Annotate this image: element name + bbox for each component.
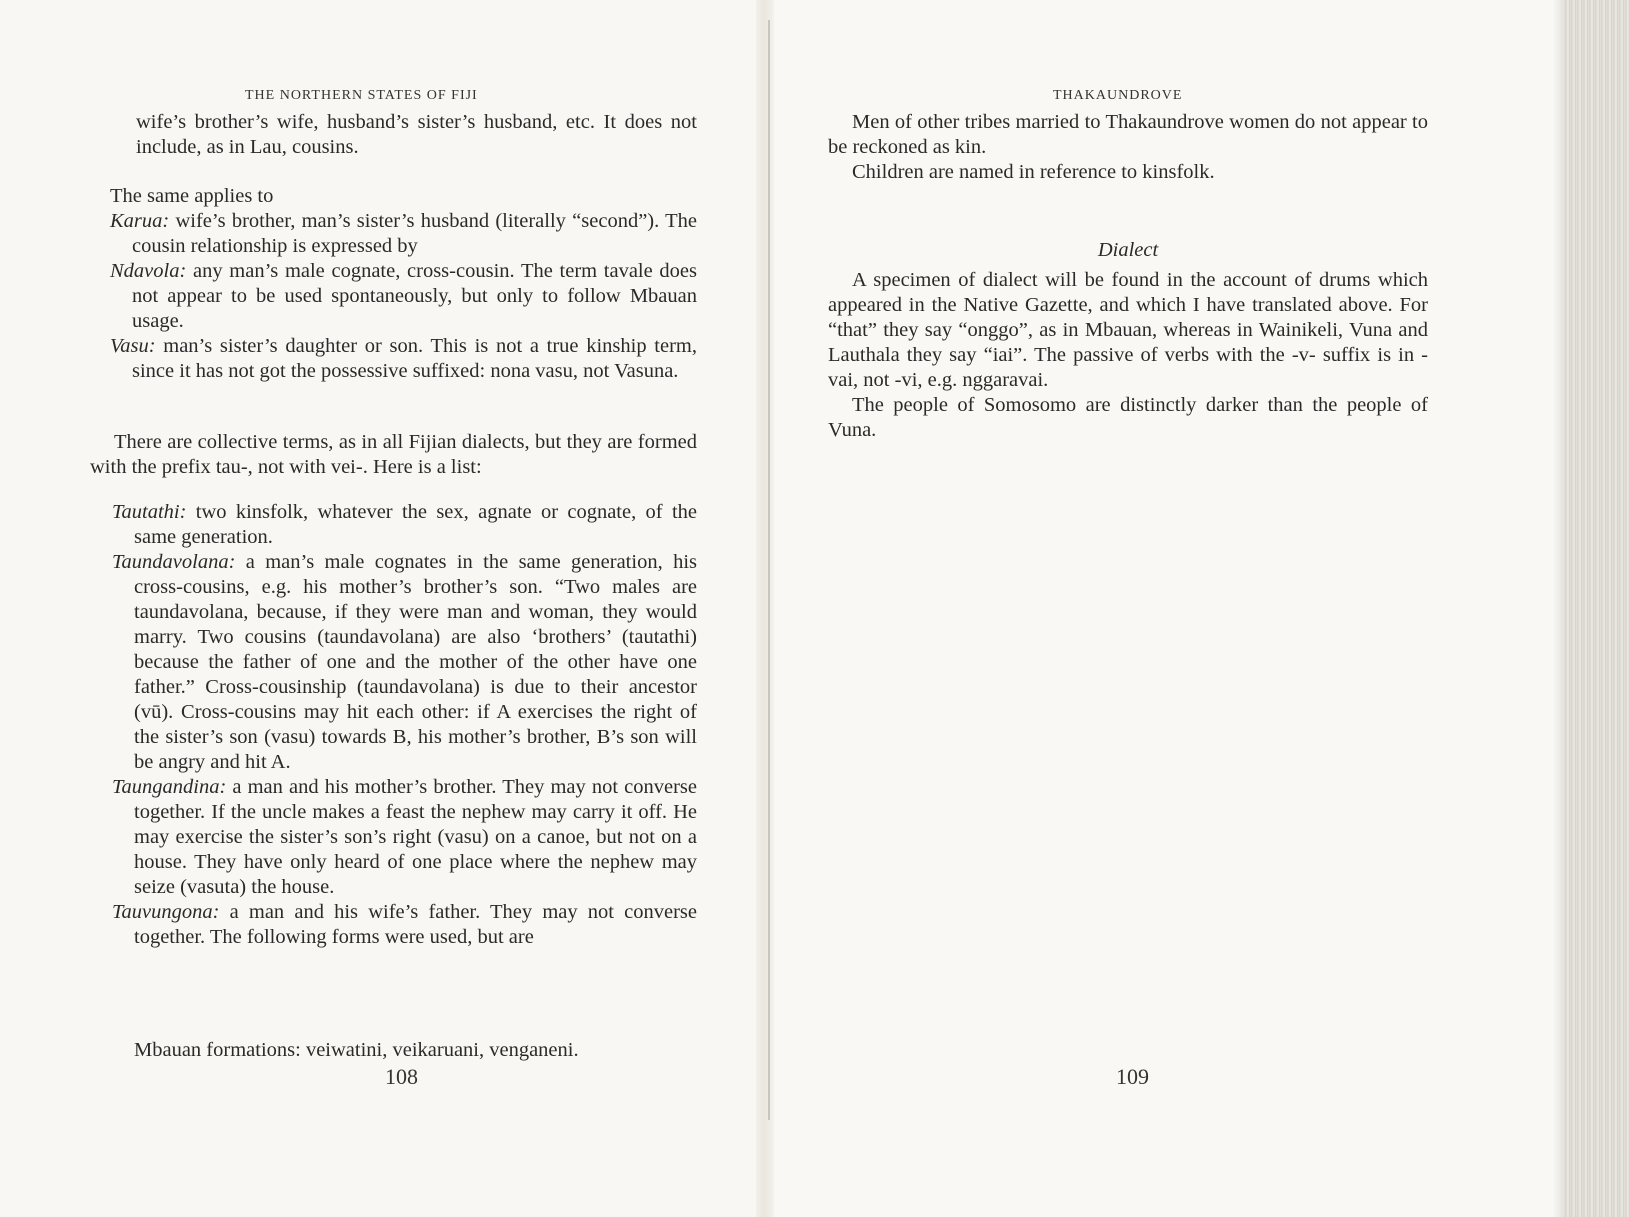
- entry-term: Taungandina:: [112, 776, 227, 798]
- collective-terms-block: [90, 430, 697, 480]
- entry-text: wife’s brother, man’s sister’s husband (literally “second”). The cousin relationship is expressed by: [132, 210, 697, 257]
- entry-ndavola: [110, 259, 697, 334]
- right-folio: 109: [1116, 1064, 1149, 1089]
- entry-term: Karua:: [110, 210, 170, 232]
- intro-lines: wife’s brother’s wife, husband’s sister’s husband, etc. It does not include, as in Lau, cousins.: [136, 111, 697, 158]
- entry-tauvungona: [112, 900, 697, 950]
- right-running-head: THAKAUNDROVE: [1053, 88, 1183, 103]
- entries-list-1: [110, 209, 697, 384]
- entry-text: man’s sister’s daughter or son. This is not a true kinship term, since it has not got the possessive suffixed: nona vasu, not Vasuna.: [132, 335, 697, 382]
- entry-taungandina: [112, 775, 697, 900]
- entry-tautathi: [112, 500, 697, 550]
- section-heading-dialect: Dialect: [1097, 239, 1159, 261]
- entry-term: Taundavolana:: [112, 551, 236, 573]
- collective-para: There are collective terms, as in all Fijian dialects, but they are formed with the prefix tau-, not with vei-. Here is a list:: [90, 431, 697, 478]
- gutter-fold-line: [768, 20, 770, 1120]
- entry-term: Tauvungona:: [112, 901, 220, 923]
- entry-term: Ndavola:: [110, 260, 187, 282]
- entry-taundavolana: [112, 550, 697, 775]
- mbauan-footnote: [134, 1038, 697, 1063]
- page-block-edge: [1564, 0, 1630, 1217]
- entry-text: any man’s male cognate, cross-cousin. The term tavale does not appear to be used spontaneously, but only to follow Mbauan usage.: [132, 260, 697, 332]
- entry-term: Vasu:: [110, 335, 156, 357]
- para-somosomo: The people of Somosomo are distinctly darker than the people of Vuna.: [828, 394, 1428, 441]
- page-edge-shadow: [1552, 0, 1564, 1217]
- entry-vasu: [110, 334, 697, 384]
- entry-text: a man and his mother’s brother. They may not converse together. If the uncle makes a feast the nephew may carry it off. He may exercise the sister’s son’s right (vasu) on a canoe, but not on a house. They have only heard of one place where the nephew may seize (vasuta) the house.: [134, 776, 697, 898]
- entries-list-2: [112, 500, 697, 950]
- entry-term: Tautathi:: [112, 501, 187, 523]
- right-page-body: [828, 110, 1428, 185]
- book-gutter: [756, 0, 774, 1217]
- left-running-head: THE NORTHERN STATES OF FIJI: [245, 88, 478, 103]
- left-folio: 108: [385, 1064, 418, 1089]
- para-dialect-specimen: A specimen of dialect will be found in the account of drums which appeared in the Native Gazette, and which I have translated above. For “that” they say “onggo”, as in Mbauan, whereas in Wainikeli, Vuna and Lauthala they say “iai”. The passive of verbs with the -v- suffix is in -vai, not -vi, e.g. nggaravai.: [828, 269, 1428, 391]
- dialect-section: [828, 268, 1428, 443]
- para-children-named: Children are named in reference to kinsfolk.: [852, 161, 1215, 183]
- para-men-of-other-tribes: Men of other tribes married to Thakaundrove women do not appear to be reckoned as kin.: [828, 111, 1428, 158]
- entry-text: a man’s male cognates in the same generation, his cross-cousins, e.g. his mother’s brother’s son. “Two males are taundavolana, because, if they were man and woman, they would marry. Two cousins (taundavolana) are also ‘brothers’ (tautathi) because the father of one and the mother of the other have one father.” Cross-cousinship (taundavolana) is due to their ancestor (vū). Cross-cousins may hit each other: if A exercises the right of the sister’s son (vasu) towards B, his mother’s brother, B’s son will be angry and hit A.: [134, 551, 697, 773]
- entry-karua: [110, 209, 697, 259]
- same-applies-line: The same applies to: [110, 185, 274, 207]
- entry-text: two kinsfolk, whatever the sex, agnate or cognate, of the same generation.: [134, 501, 697, 548]
- left-page-body: [110, 110, 697, 384]
- mbauan-line: Mbauan formations: veiwatini, veikaruani, venganeni.: [134, 1039, 579, 1061]
- entry-text: a man and his wife’s father. They may not converse together. The following forms were used, but are: [134, 901, 697, 948]
